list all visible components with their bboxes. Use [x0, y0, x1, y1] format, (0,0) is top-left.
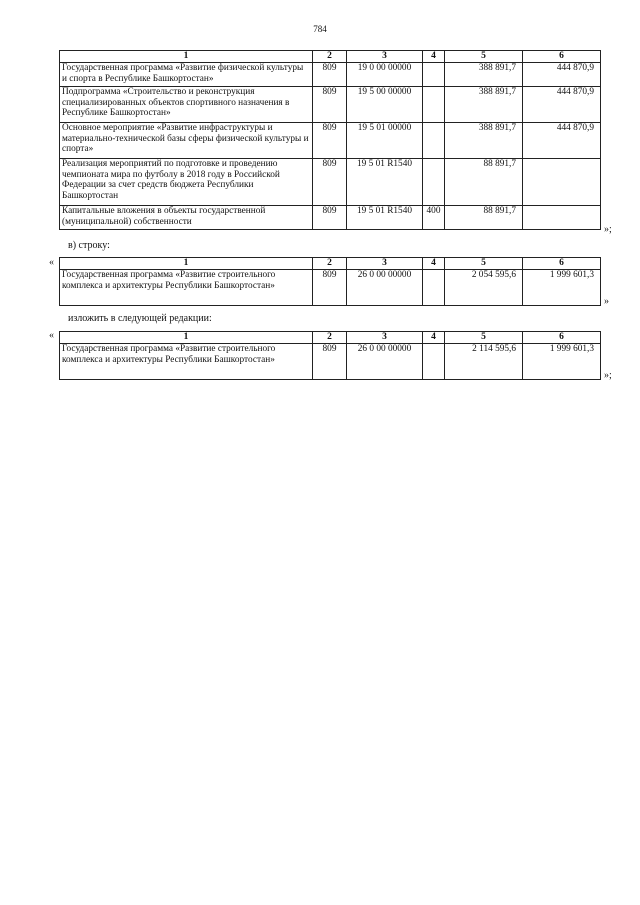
row-code-target: 26 0 00 00000: [347, 270, 423, 306]
table-row: [60, 344, 601, 380]
row-amount-2019: 388 891,7: [445, 123, 523, 159]
header-col-6: 6: [523, 332, 601, 344]
row-code-target: 19 5 01 00000: [347, 123, 423, 159]
page-number: 784: [313, 24, 327, 34]
header-col-4: 4: [423, 51, 445, 63]
row-code-expense: [423, 344, 445, 380]
row-code-target: 19 5 00 00000: [347, 87, 423, 123]
budget-table-2: [59, 257, 601, 306]
header-col-6: 6: [523, 51, 601, 63]
row-code-expense: [423, 63, 445, 87]
opening-quote: «: [49, 257, 54, 268]
row-amount-2019: 2 114 595,6: [445, 344, 523, 380]
header-col-5: 5: [445, 332, 523, 344]
table-row: [60, 270, 601, 306]
row-name: Основное мероприятие «Развитие инфраструктуры и материально-технической базы сферы физической культуры и спорта»: [60, 123, 313, 159]
table-row: [60, 63, 601, 87]
header-col-1: 1: [60, 332, 313, 344]
header-col-2: 2: [313, 332, 347, 344]
row-amount-2019: 88 891,7: [445, 159, 523, 206]
closing-quote: »;: [604, 370, 612, 381]
row-amount-2019: 388 891,7: [445, 87, 523, 123]
row-code-expense: [423, 123, 445, 159]
row-code-target: 19 5 01 R1540: [347, 206, 423, 230]
label-izlozhit: изложить в следующей редакции:: [68, 313, 212, 324]
row-name: Государственная программа «Развитие физической культуры и спорта в Республике Башкортостан»: [60, 63, 313, 87]
table-row: [60, 123, 601, 159]
header-col-2: 2: [313, 51, 347, 63]
table-row: [60, 159, 601, 206]
header-col-5: 5: [445, 51, 523, 63]
row-code-target: 19 5 01 R1540: [347, 159, 423, 206]
row-code-ministry: 809: [313, 63, 347, 87]
row-amount-2020: 444 870,9: [523, 123, 601, 159]
header-col-3: 3: [347, 51, 423, 63]
closing-quote: »: [604, 296, 609, 307]
table-row: [60, 87, 601, 123]
closing-quote: »;: [604, 224, 612, 235]
row-amount-2019: 88 891,7: [445, 206, 523, 230]
budget-table-3: [59, 331, 601, 380]
row-name: Государственная программа «Развитие строительного комплекса и архитектуры Республики Башкортостан»: [60, 270, 313, 306]
row-code-expense: [423, 87, 445, 123]
header-col-4: 4: [423, 332, 445, 344]
row-code-expense: [423, 159, 445, 206]
header-col-1: 1: [60, 51, 313, 63]
header-row: [60, 332, 601, 344]
row-amount-2019: 2 054 595,6: [445, 270, 523, 306]
header-row: [60, 51, 601, 63]
header-col-5: 5: [445, 258, 523, 270]
row-code-ministry: 809: [313, 123, 347, 159]
row-code-expense: [423, 270, 445, 306]
row-code-ministry: 809: [313, 344, 347, 380]
row-code-ministry: 809: [313, 206, 347, 230]
header-col-6: 6: [523, 258, 601, 270]
budget-table-1: [59, 50, 601, 230]
header-col-3: 3: [347, 332, 423, 344]
header-col-1: 1: [60, 258, 313, 270]
row-code-ministry: 809: [313, 87, 347, 123]
row-amount-2019: 388 891,7: [445, 63, 523, 87]
row-amount-2020: 1 999 601,3: [523, 344, 601, 380]
row-name: Капитальные вложения в объекты государственной (муниципальной) собственности: [60, 206, 313, 230]
row-code-target: 26 0 00 00000: [347, 344, 423, 380]
row-amount-2020: 1 999 601,3: [523, 270, 601, 306]
header-row: [60, 258, 601, 270]
row-name: Реализация мероприятий по подготовке и проведению чемпионата мира по футболу в 2018 году в Российской Федерации за счет средств бюджета Республики Башкортостан: [60, 159, 313, 206]
row-code-expense: 400: [423, 206, 445, 230]
row-name: Государственная программа «Развитие строительного комплекса и архитектуры Республики Башкортостан»: [60, 344, 313, 380]
row-code-ministry: 809: [313, 270, 347, 306]
header-col-2: 2: [313, 258, 347, 270]
row-name: Подпрограмма «Строительство и реконструкция специализированных объектов спортивного назначения в Республике Башкортостан»: [60, 87, 313, 123]
row-amount-2020: [523, 206, 601, 230]
row-code-ministry: 809: [313, 159, 347, 206]
row-amount-2020: [523, 159, 601, 206]
table-row: [60, 206, 601, 230]
label-v-stroku: в) строку:: [68, 240, 110, 251]
row-amount-2020: 444 870,9: [523, 87, 601, 123]
header-col-3: 3: [347, 258, 423, 270]
row-code-target: 19 0 00 00000: [347, 63, 423, 87]
opening-quote: «: [49, 330, 54, 341]
header-col-4: 4: [423, 258, 445, 270]
row-amount-2020: 444 870,9: [523, 63, 601, 87]
